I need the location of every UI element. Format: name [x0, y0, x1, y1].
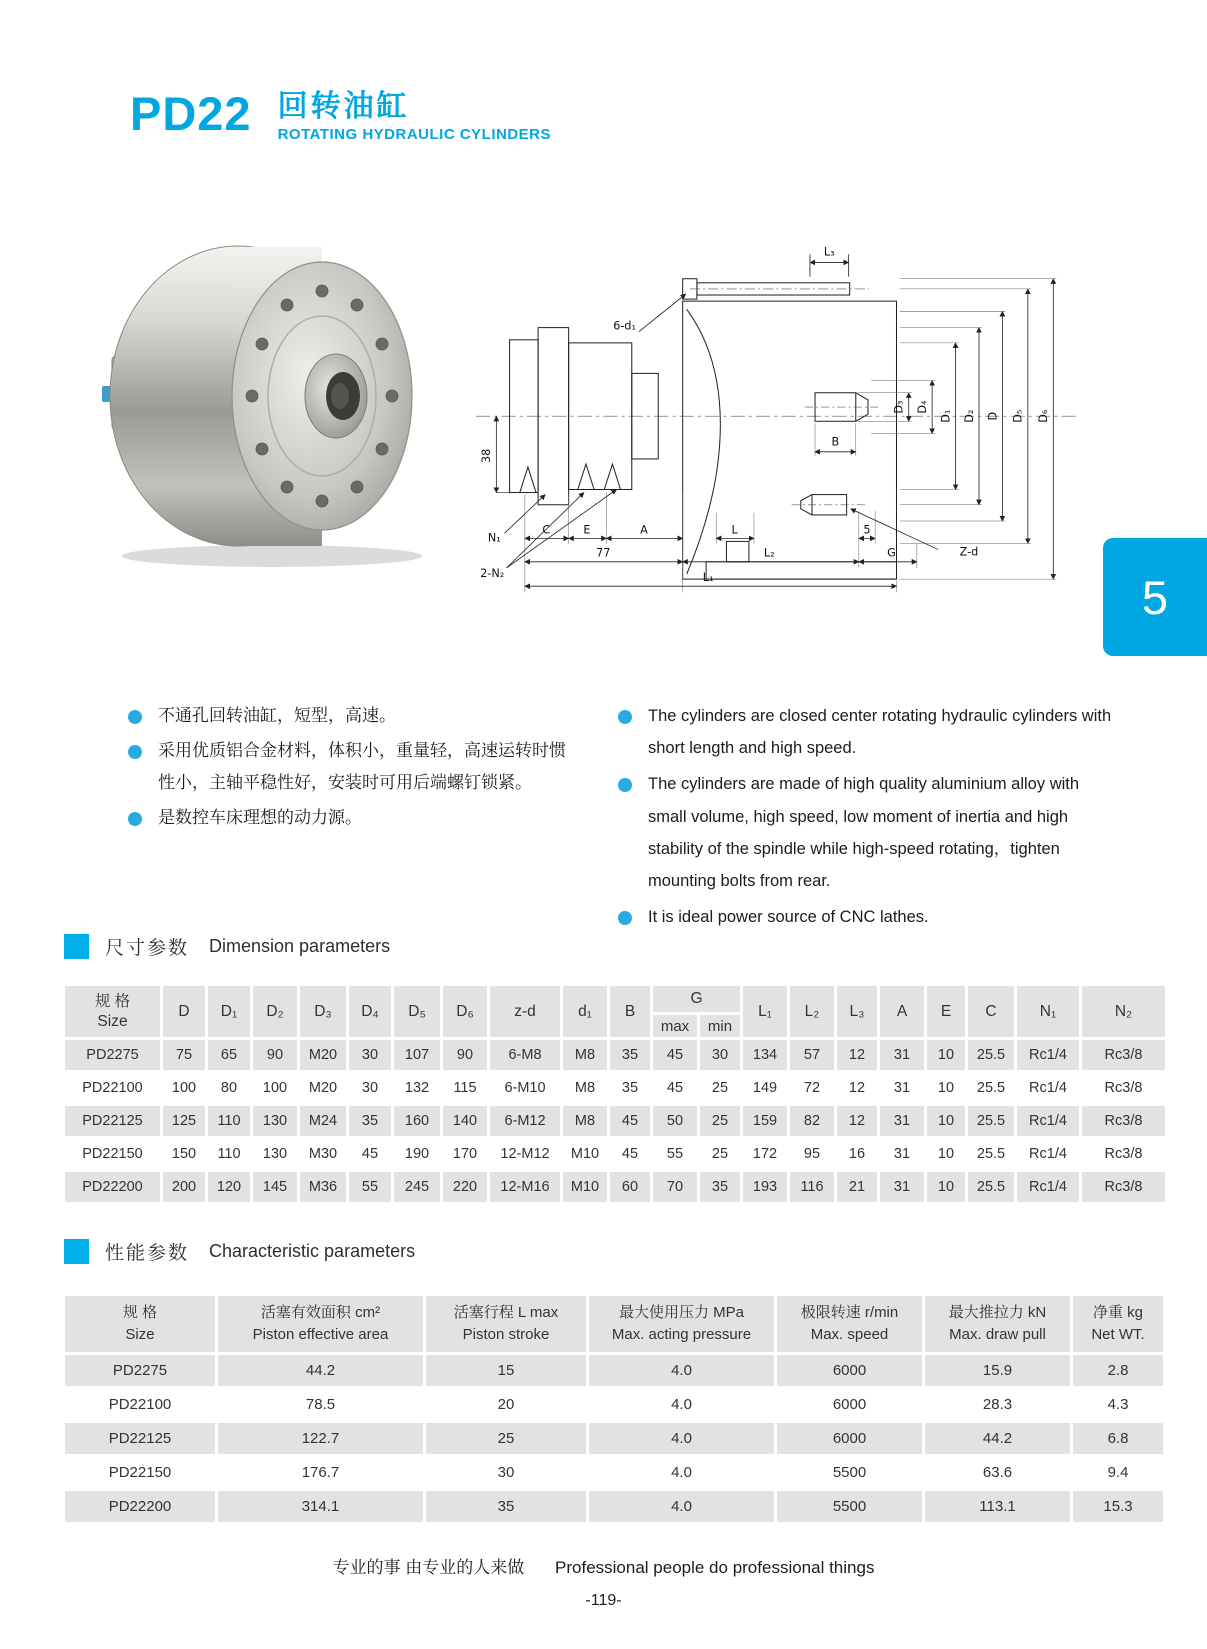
- value-cell: 45: [653, 1073, 697, 1103]
- value-cell: Rc1/4: [1017, 1139, 1079, 1169]
- value-cell: 193: [743, 1172, 787, 1202]
- value-cell: 6000: [777, 1389, 922, 1420]
- value-cell: 122.7: [218, 1423, 423, 1454]
- value-cell: 25: [700, 1106, 740, 1136]
- model-number: PD22: [130, 87, 252, 140]
- feature-item: 采用优质铝合金材料，体积小，重量轻，高速运转时惯性小，主轴平稳性好，安装时可用后端螺钉锁紧。: [128, 735, 580, 798]
- dimension-drawing-graphic: [462, 238, 1107, 630]
- value-cell: 100: [253, 1073, 297, 1103]
- value-cell: 30: [349, 1040, 391, 1070]
- value-cell: 30: [349, 1073, 391, 1103]
- technical-drawing: [462, 238, 1107, 630]
- page-header: [130, 87, 552, 143]
- value-cell: 10: [927, 1106, 965, 1136]
- dim-label-d: D: [986, 411, 1000, 421]
- value-cell: 10: [927, 1139, 965, 1169]
- value-cell: M30: [300, 1139, 346, 1169]
- dim-label-l: L: [731, 523, 738, 537]
- value-cell: 28.3: [925, 1389, 1070, 1420]
- slogan-english: Professional people do professional things: [555, 1558, 875, 1577]
- col-max-pressure: 最大使用压力 MPa Max. acting pressure: [589, 1296, 774, 1352]
- value-cell: 314.1: [218, 1491, 423, 1522]
- value-cell: 35: [700, 1172, 740, 1202]
- col-G-min: min: [700, 1015, 740, 1037]
- value-cell: 45: [653, 1040, 697, 1070]
- dim-label-d5: D₅: [1011, 409, 1025, 423]
- dim-label-zd: Z-d: [959, 545, 979, 559]
- value-cell: 6-M10: [490, 1073, 560, 1103]
- value-cell: Rc1/4: [1017, 1040, 1079, 1070]
- value-cell: 35: [610, 1073, 650, 1103]
- characteristic-table-body: [65, 1355, 1163, 1522]
- value-cell: M36: [300, 1172, 346, 1202]
- table-row: [65, 1491, 1163, 1522]
- dim-label-e: E: [583, 523, 591, 537]
- value-cell: 90: [253, 1040, 297, 1070]
- size-cell: PD2275: [65, 1355, 215, 1386]
- slogan-chinese: 专业的事 由专业的人来做: [332, 1558, 525, 1577]
- value-cell: 145: [253, 1172, 297, 1202]
- col-net-weight: 净重 kg Net WT.: [1073, 1296, 1163, 1352]
- table-row: [65, 1040, 1165, 1070]
- value-cell: 15.3: [1073, 1491, 1163, 1522]
- dim-label-77: 77: [596, 546, 611, 560]
- col-max-speed: 极限转速 r/min Max. speed: [777, 1296, 922, 1352]
- cylinder-photo-graphic: [100, 238, 445, 573]
- table-row: [65, 1457, 1163, 1488]
- value-cell: 30: [700, 1040, 740, 1070]
- value-cell: 90: [443, 1040, 487, 1070]
- value-cell: 100: [163, 1073, 205, 1103]
- col-D: D: [163, 986, 205, 1037]
- size-cell: PD22150: [65, 1457, 215, 1488]
- col-D6: D₆: [443, 986, 487, 1037]
- value-cell: Rc1/4: [1017, 1172, 1079, 1202]
- feature-item: It is ideal power source of CNC lathes.: [618, 901, 1118, 933]
- value-cell: 25.5: [968, 1040, 1014, 1070]
- col-d1: d₁: [563, 986, 607, 1037]
- value-cell: 5500: [777, 1457, 922, 1488]
- value-cell: 4.0: [589, 1423, 774, 1454]
- size-cell: PD22100: [65, 1073, 160, 1103]
- value-cell: 170: [443, 1139, 487, 1169]
- dim-label-38: 38: [480, 448, 494, 464]
- feature-list-english: [618, 700, 1118, 937]
- value-cell: 134: [743, 1040, 787, 1070]
- value-cell: 30: [426, 1457, 586, 1488]
- feature-item: 不通孔回转油缸，短型，高速。: [128, 700, 580, 731]
- value-cell: 25: [700, 1073, 740, 1103]
- value-cell: 21: [837, 1172, 877, 1202]
- value-cell: 15.9: [925, 1355, 1070, 1386]
- col-L1: L₁: [743, 986, 787, 1037]
- size-cell: PD22125: [65, 1423, 215, 1454]
- dim-label-g: G: [887, 546, 896, 560]
- col-D2: D₂: [253, 986, 297, 1037]
- title-chinese: 回转油缸: [277, 90, 410, 123]
- col-size: 规 格 Size: [65, 1296, 215, 1352]
- value-cell: 45: [610, 1106, 650, 1136]
- dim-label-6d1: 6-d₁: [613, 319, 637, 333]
- col-B: B: [610, 986, 650, 1037]
- value-cell: M10: [563, 1139, 607, 1169]
- dim-label-2n2: 2-N₂: [480, 567, 505, 581]
- value-cell: 190: [394, 1139, 440, 1169]
- value-cell: Rc3/8: [1082, 1106, 1165, 1136]
- table-row: [65, 1423, 1163, 1454]
- value-cell: 31: [880, 1073, 924, 1103]
- value-cell: 6.8: [1073, 1423, 1163, 1454]
- value-cell: 120: [208, 1172, 250, 1202]
- col-G: G: [653, 986, 740, 1012]
- value-cell: 15: [426, 1355, 586, 1386]
- feature-item: The cylinders are made of high quality aluminium alloy with small volume, high speed, low moment of inertia and high stability of the spindle while high-speed rotating，tighten mounting bolts from rear.: [618, 768, 1118, 897]
- chapter-tab: 5: [1103, 538, 1207, 656]
- characteristic-section-header: [64, 1238, 415, 1265]
- value-cell: 25: [700, 1139, 740, 1169]
- value-cell: 25.5: [968, 1073, 1014, 1103]
- value-cell: 130: [253, 1139, 297, 1169]
- value-cell: 200: [163, 1172, 205, 1202]
- value-cell: 176.7: [218, 1457, 423, 1488]
- value-cell: 31: [880, 1139, 924, 1169]
- table-row: [65, 1139, 1165, 1169]
- col-max-draw-pull: 最大推拉力 kN Max. draw pull: [925, 1296, 1070, 1352]
- value-cell: 45: [610, 1139, 650, 1169]
- value-cell: Rc3/8: [1082, 1073, 1165, 1103]
- value-cell: 6000: [777, 1423, 922, 1454]
- dim-label-l3: L₃: [823, 245, 835, 259]
- value-cell: 149: [743, 1073, 787, 1103]
- dimension-table-body: [65, 1040, 1165, 1202]
- value-cell: 2.8: [1073, 1355, 1163, 1386]
- value-cell: 5500: [777, 1491, 922, 1522]
- value-cell: 35: [426, 1491, 586, 1522]
- value-cell: 35: [610, 1040, 650, 1070]
- value-cell: 125: [163, 1106, 205, 1136]
- value-cell: 160: [394, 1106, 440, 1136]
- section-title-zh: 尺寸参数: [105, 938, 190, 959]
- value-cell: 25: [426, 1423, 586, 1454]
- value-cell: 4.0: [589, 1355, 774, 1386]
- value-cell: 12: [837, 1106, 877, 1136]
- value-cell: 132: [394, 1073, 440, 1103]
- size-cell: PD2275: [65, 1040, 160, 1070]
- value-cell: 31: [880, 1040, 924, 1070]
- value-cell: 150: [163, 1139, 205, 1169]
- feature-item: 是数控车床理想的动力源。: [128, 802, 580, 833]
- value-cell: 245: [394, 1172, 440, 1202]
- value-cell: 4.3: [1073, 1389, 1163, 1420]
- dim-label-l2: L₂: [763, 546, 775, 560]
- value-cell: 78.5: [218, 1389, 423, 1420]
- value-cell: M10: [563, 1172, 607, 1202]
- dim-label-d2: D₂: [962, 409, 976, 423]
- col-D3: D₃: [300, 986, 346, 1037]
- table-row: [65, 1355, 1163, 1386]
- value-cell: 12: [837, 1040, 877, 1070]
- value-cell: M8: [563, 1073, 607, 1103]
- dimension-section-header: [64, 933, 390, 960]
- value-cell: 82: [790, 1106, 834, 1136]
- value-cell: 55: [653, 1139, 697, 1169]
- value-cell: 12: [837, 1073, 877, 1103]
- section-title-en: Characteristic parameters: [209, 1241, 416, 1261]
- section-square-icon: [64, 1239, 89, 1264]
- value-cell: 44.2: [218, 1355, 423, 1386]
- table-row: [65, 1106, 1165, 1136]
- product-photo: [100, 238, 445, 573]
- value-cell: 80: [208, 1073, 250, 1103]
- value-cell: 110: [208, 1106, 250, 1136]
- value-cell: 55: [349, 1172, 391, 1202]
- characteristic-table: [62, 1293, 1166, 1525]
- section-square-icon: [64, 934, 89, 959]
- value-cell: Rc3/8: [1082, 1172, 1165, 1202]
- value-cell: Rc3/8: [1082, 1040, 1165, 1070]
- value-cell: 159: [743, 1106, 787, 1136]
- col-piston-stroke: 活塞行程 L max Piston stroke: [426, 1296, 586, 1352]
- value-cell: 45: [349, 1139, 391, 1169]
- size-cell: PD22100: [65, 1389, 215, 1420]
- value-cell: 57: [790, 1040, 834, 1070]
- feature-item: The cylinders are closed center rotating hydraulic cylinders with short length and high speed.: [618, 700, 1118, 764]
- value-cell: 10: [927, 1172, 965, 1202]
- value-cell: M24: [300, 1106, 346, 1136]
- dim-label-a: A: [640, 523, 648, 537]
- value-cell: Rc3/8: [1082, 1139, 1165, 1169]
- value-cell: M8: [563, 1106, 607, 1136]
- value-cell: 44.2: [925, 1423, 1070, 1454]
- value-cell: 72: [790, 1073, 834, 1103]
- dim-label-d1: D₁: [939, 409, 953, 423]
- feature-section: [128, 700, 1118, 937]
- size-cell: PD22150: [65, 1139, 160, 1169]
- value-cell: 16: [837, 1139, 877, 1169]
- feature-list-chinese: [128, 700, 580, 937]
- size-cell: PD22125: [65, 1106, 160, 1136]
- size-cell: PD22200: [65, 1491, 215, 1522]
- value-cell: M20: [300, 1040, 346, 1070]
- value-cell: 113.1: [925, 1491, 1070, 1522]
- page-number: -119-: [585, 1592, 622, 1609]
- value-cell: 63.6: [925, 1457, 1070, 1488]
- dim-label-d4: D₄: [916, 400, 930, 414]
- value-cell: 31: [880, 1172, 924, 1202]
- value-cell: 35: [349, 1106, 391, 1136]
- value-cell: 95: [790, 1139, 834, 1169]
- table-row: [65, 1172, 1165, 1202]
- title-block: [278, 90, 551, 143]
- col-D1: D₁: [208, 986, 250, 1037]
- col-E: E: [927, 986, 965, 1037]
- col-N2: N₂: [1082, 986, 1165, 1037]
- col-D5: D₅: [394, 986, 440, 1037]
- footer-slogan: [0, 1553, 1207, 1578]
- value-cell: 220: [443, 1172, 487, 1202]
- value-cell: 115: [443, 1073, 487, 1103]
- dim-label-l1: L₁: [702, 571, 714, 585]
- col-G-max: max: [653, 1015, 697, 1037]
- dimension-table: [62, 983, 1168, 1205]
- value-cell: 25.5: [968, 1172, 1014, 1202]
- value-cell: 6-M8: [490, 1040, 560, 1070]
- col-zd: z-d: [490, 986, 560, 1037]
- value-cell: 4.0: [589, 1389, 774, 1420]
- dim-label-c: C: [542, 523, 551, 537]
- value-cell: 50: [653, 1106, 697, 1136]
- size-cell: PD22200: [65, 1172, 160, 1202]
- value-cell: 25.5: [968, 1106, 1014, 1136]
- table-row: [65, 1389, 1163, 1420]
- col-L2: L₂: [790, 986, 834, 1037]
- table-row: [65, 1073, 1165, 1103]
- value-cell: 31: [880, 1106, 924, 1136]
- value-cell: 10: [927, 1073, 965, 1103]
- value-cell: 20: [426, 1389, 586, 1420]
- characteristic-table-head: [65, 1296, 1163, 1352]
- col-size: [65, 986, 160, 1037]
- value-cell: Rc1/4: [1017, 1073, 1079, 1103]
- section-title-zh: 性能参数: [105, 1243, 190, 1264]
- col-N1: N₁: [1017, 986, 1079, 1037]
- value-cell: 130: [253, 1106, 297, 1136]
- value-cell: 9.4: [1073, 1457, 1163, 1488]
- col-size-zh: 规 格: [94, 993, 131, 1011]
- col-piston-area: 活塞有效面积 cm² Piston effective area: [218, 1296, 423, 1352]
- value-cell: M20: [300, 1073, 346, 1103]
- value-cell: 110: [208, 1139, 250, 1169]
- col-C: C: [968, 986, 1014, 1037]
- value-cell: 140: [443, 1106, 487, 1136]
- title-english: ROTATING HYDRAULIC CYLINDERS: [277, 126, 552, 143]
- value-cell: Rc1/4: [1017, 1106, 1079, 1136]
- value-cell: 12-M16: [490, 1172, 560, 1202]
- dim-label-5: 5: [863, 523, 871, 537]
- value-cell: 6000: [777, 1355, 922, 1386]
- value-cell: M8: [563, 1040, 607, 1070]
- col-size-en: Size: [97, 1012, 128, 1030]
- value-cell: 172: [743, 1139, 787, 1169]
- value-cell: 6-M12: [490, 1106, 560, 1136]
- value-cell: 4.0: [589, 1491, 774, 1522]
- col-L3: L₃: [837, 986, 877, 1037]
- section-title-en: Dimension parameters: [209, 936, 391, 956]
- dim-label-d3: D₃: [892, 400, 906, 414]
- value-cell: 12-M12: [490, 1139, 560, 1169]
- value-cell: 60: [610, 1172, 650, 1202]
- value-cell: 107: [394, 1040, 440, 1070]
- dim-label-b: B: [831, 435, 840, 449]
- dimension-table-head: [65, 986, 1165, 1037]
- value-cell: 4.0: [589, 1457, 774, 1488]
- value-cell: 25.5: [968, 1139, 1014, 1169]
- value-cell: 70: [653, 1172, 697, 1202]
- col-D4: D₄: [349, 986, 391, 1037]
- dim-label-d6: D₆: [1037, 409, 1051, 423]
- col-A: A: [880, 986, 924, 1037]
- dim-label-n1: N₁: [487, 531, 501, 545]
- value-cell: 65: [208, 1040, 250, 1070]
- value-cell: 10: [927, 1040, 965, 1070]
- value-cell: 116: [790, 1172, 834, 1202]
- value-cell: 75: [163, 1040, 205, 1070]
